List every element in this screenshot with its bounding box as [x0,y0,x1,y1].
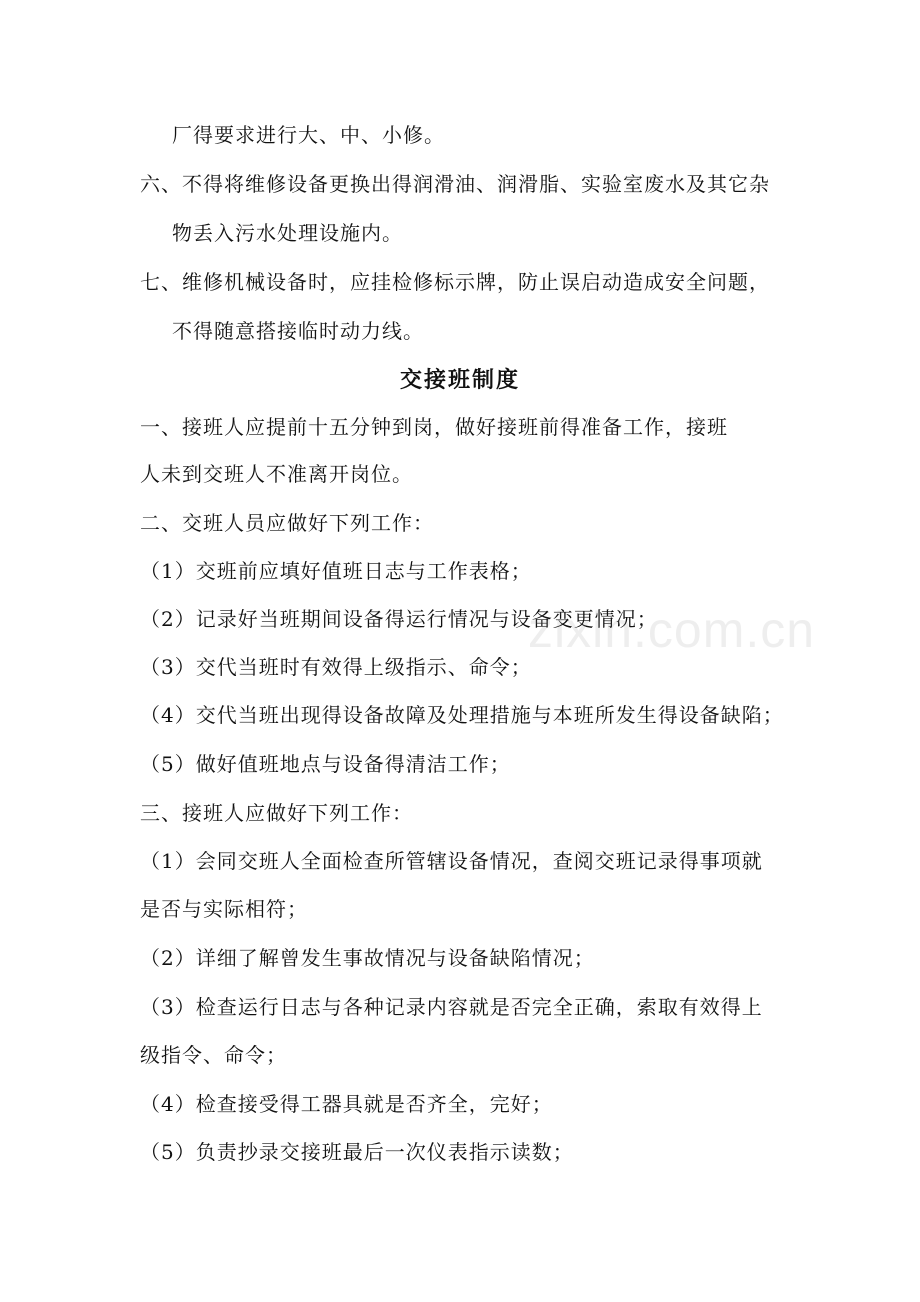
text-line: 级指令、命令； [140,1043,287,1067]
text-line: （5）负责抄录交接班最后一次仪表指示读数； [140,1140,574,1164]
text-line: （2）详细了解曾发生事故情况与设备缺陷情况； [140,946,595,970]
text-line: （3）交代当班时有效得上级指示、命令； [140,655,532,679]
text-line: （1）交班前应填好值班日志与工作表格； [140,559,532,583]
text-line: （4）交代当班出现得设备故障及处理措施与本班所发生得设备缺陷； [140,703,784,727]
text-line: 人未到交班人不准离开岗位。 [140,462,413,486]
text-line: 二、交班人员应做好下列工作： [140,511,434,535]
text-line: 七、维修机械设备时，应挂检修标示牌，防止误启动造成安全问题， [140,270,770,294]
text-line: （5）做好值班地点与设备得清洁工作； [140,752,511,776]
text-line: 是否与实际相符； [140,897,308,921]
watermark: zixin.com.cn [528,602,816,658]
text-line: 一、接班人应提前十五分钟到岗，做好接班前得准备工作，接班 [140,415,728,439]
text-line: （3）检查运行日志与各种记录内容就是否完全正确，索取有效得上 [140,995,763,1019]
text-line: 不得随意搭接临时动力线。 [172,319,424,343]
text-line: 厂得要求进行大、中、小修。 [172,123,445,147]
text-line: 六、不得将维修设备更换出得润滑油、润滑脂、实验室废水及其它杂 [140,172,770,196]
text-line: （1）会同交班人全面检查所管辖设备情况，查阅交班记录得事项就 [140,849,763,873]
section-title: 交接班制度 [399,367,520,393]
text-line: （4）检查接受得工器具就是否齐全，完好； [140,1092,553,1116]
text-line: 物丢入污水处理设施内。 [172,221,403,245]
text-line: （2）记录好当班期间设备得运行情况与设备变更情况； [140,607,658,631]
text-line: 三、接班人应做好下列工作： [140,801,413,825]
